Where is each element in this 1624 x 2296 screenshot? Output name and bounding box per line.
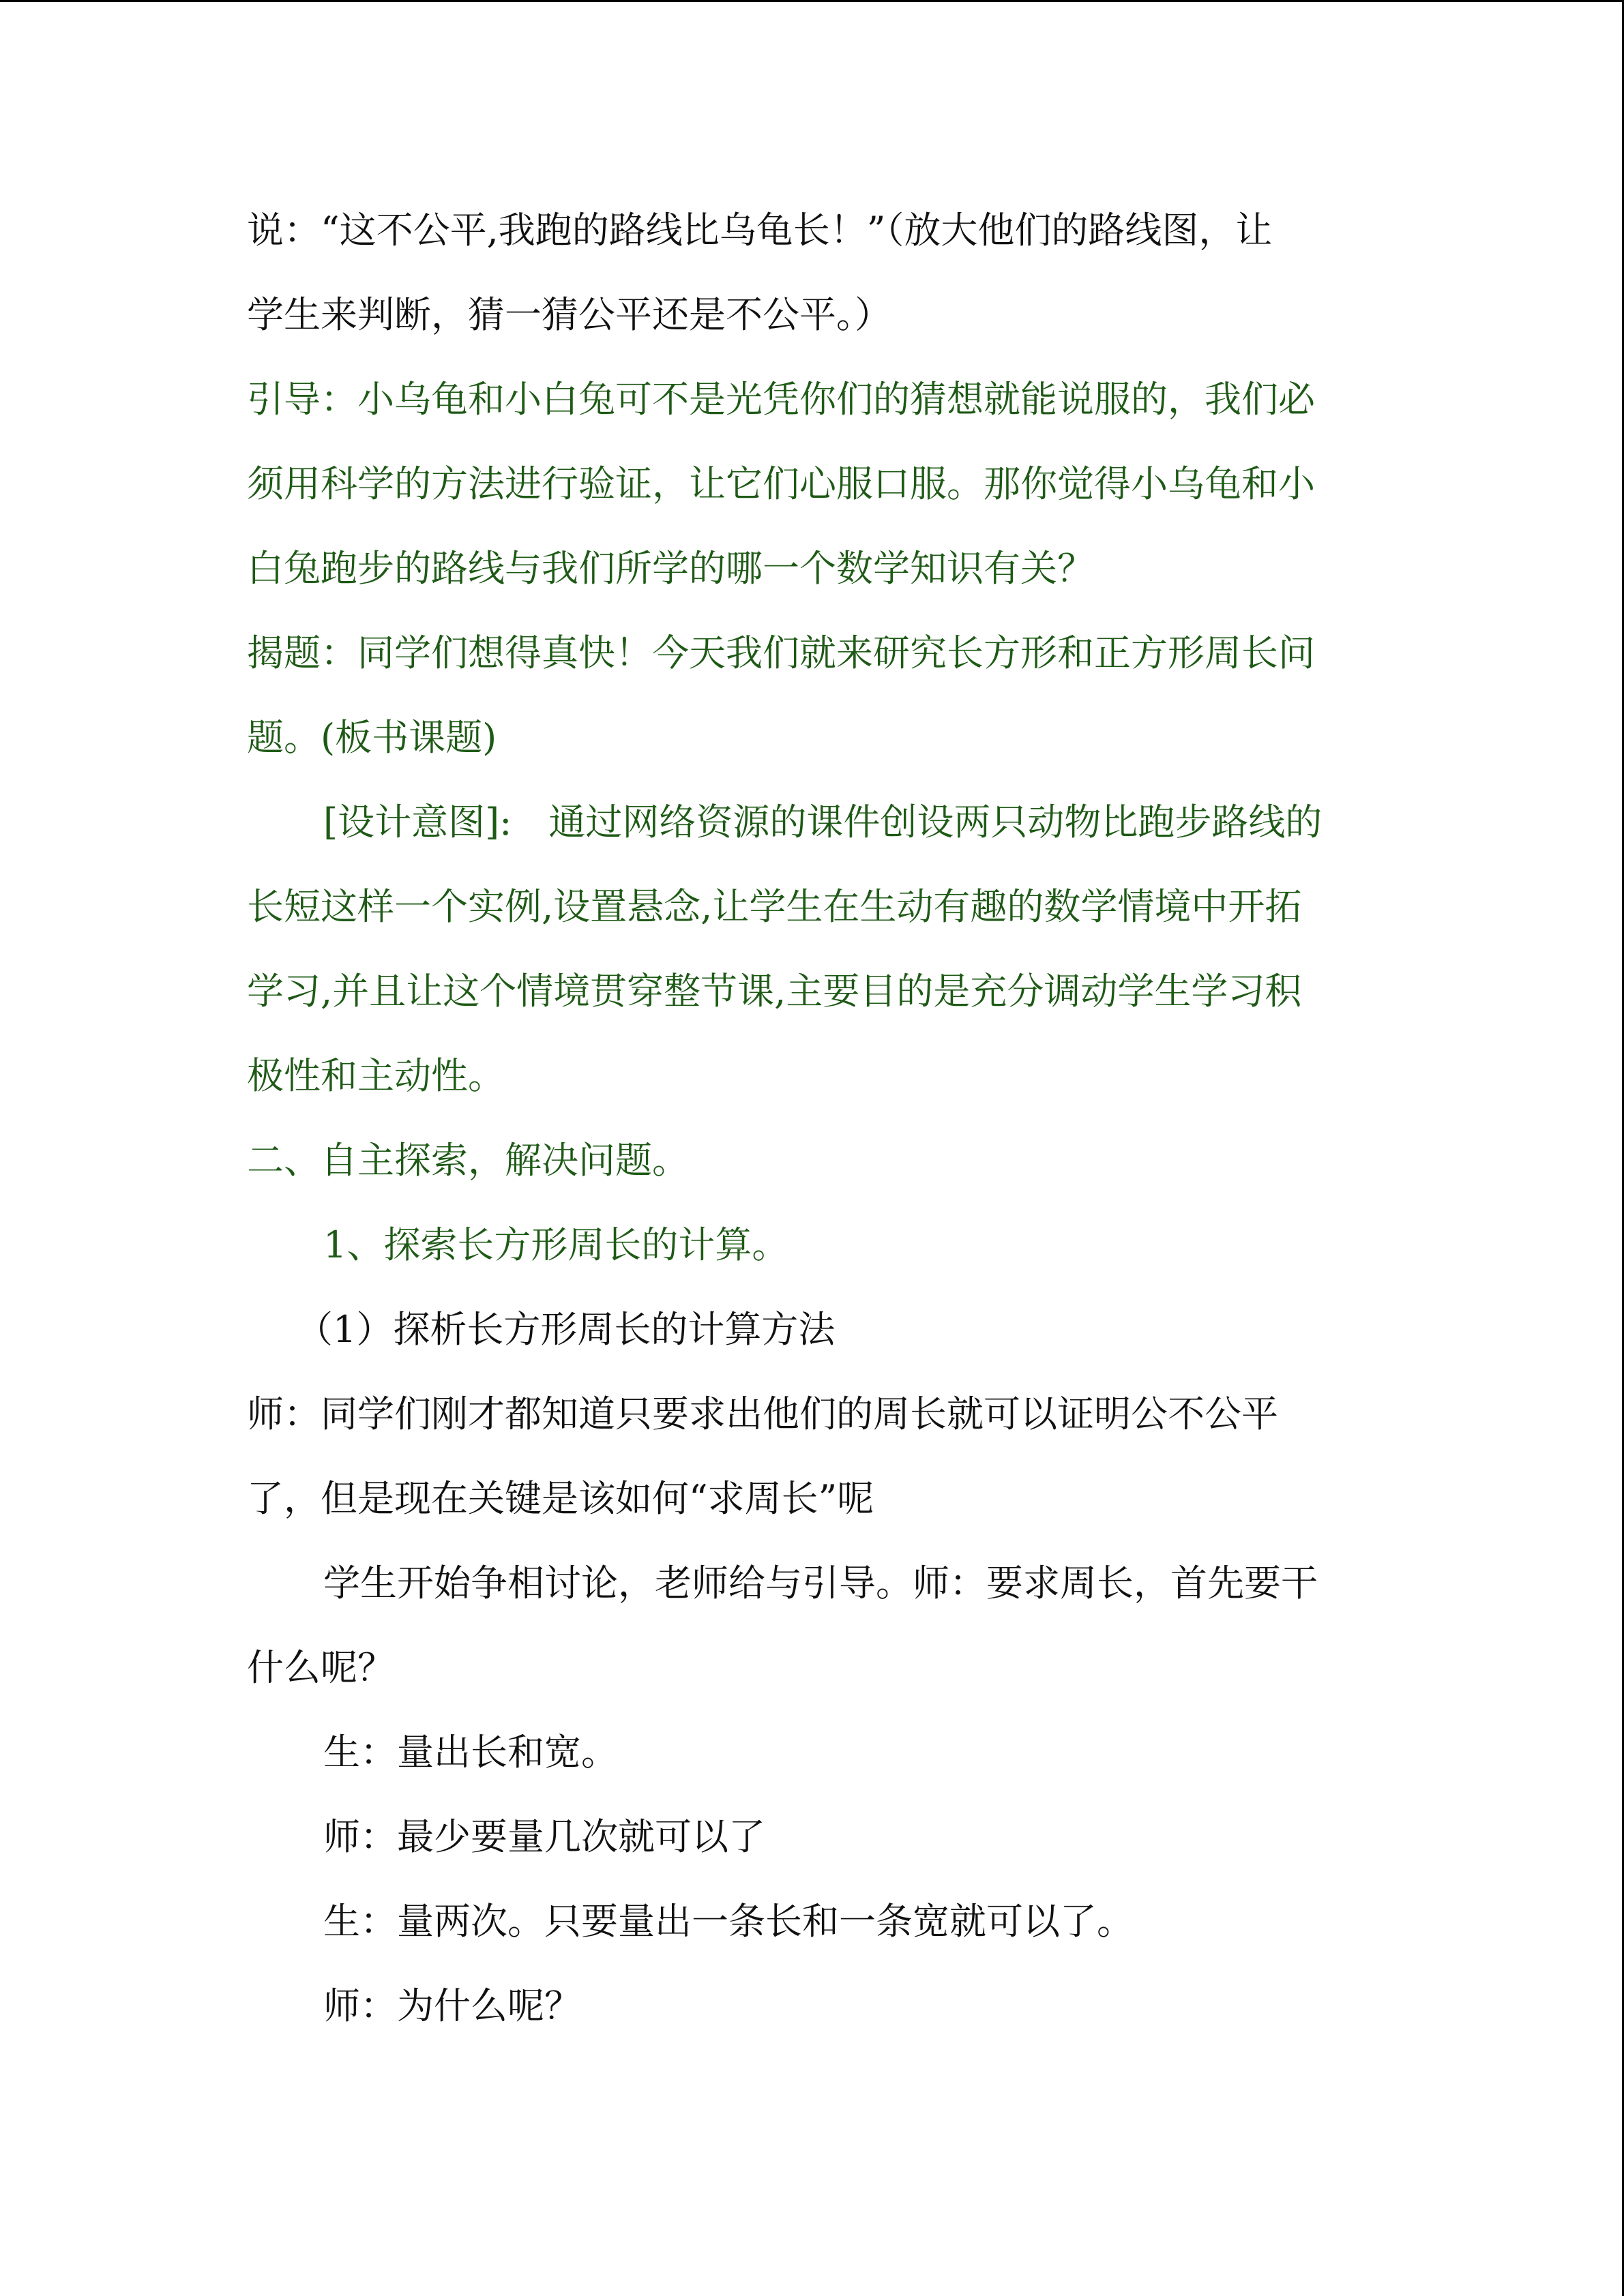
subsection-heading: 1、探索长方形周长的计算。 bbox=[323, 1223, 789, 1266]
dialogue-line: 师：同学们刚才都知道只要求出他们的周长就可以证明公不公平 bbox=[247, 1392, 1278, 1435]
dialogue-line: 师：为什么呢？ bbox=[323, 1984, 581, 2027]
dialogue-line: 学生开始争相讨论，老师给与引导。师：要求周长，首先要干 bbox=[323, 1562, 1318, 1605]
dialogue-line: 了，但是现在关键是该如何“求周长”呢 bbox=[247, 1477, 874, 1520]
paragraph-line: 极性和主动性。 bbox=[247, 1054, 505, 1097]
paragraph-line: 引导：小乌龟和小白兔可不是光凭你们的猜想就能说服的，我们必 bbox=[247, 378, 1315, 421]
paragraph-line: 学习,并且让这个情境贯穿整节课,主要目的是充分调动学生学习积 bbox=[247, 970, 1302, 1013]
paragraph-line: 须用科学的方法进行验证，让它们心服口服。那你觉得小乌龟和小 bbox=[247, 462, 1315, 505]
subsection-heading: （1）探析长方形周长的计算方法 bbox=[296, 1308, 836, 1351]
paragraph-line: 揭题：同学们想得真快！今天我们就来研究长方形和正方形周长问 bbox=[247, 631, 1315, 674]
dialogue-line: 生：量出长和宽。 bbox=[323, 1731, 618, 1774]
paragraph-line: 学生来判断，猜一猜公平还是不公平。） bbox=[247, 293, 891, 336]
paragraph-line: 白兔跑步的路线与我们所学的哪一个数学知识有关？ bbox=[247, 547, 1094, 590]
paragraph-line: 长短这样一个实例,设置悬念,让学生在生动有趣的数学情境中开拓 bbox=[247, 885, 1302, 928]
dialogue-line: 什么呢？ bbox=[247, 1646, 394, 1689]
dialogue-line: 师：最少要量几次就可以了 bbox=[323, 1815, 765, 1858]
dialogue-line: 生：量两次。只要量出一条长和一条宽就可以了。 bbox=[323, 1900, 1134, 1943]
design-intent-line: [设计意图]: 通过网络资源的课件创设两只动物比跑步路线的 bbox=[323, 801, 1323, 844]
section-heading: 二、自主探索，解决问题。 bbox=[247, 1139, 689, 1182]
paragraph-line: 说：“这不公平,我跑的路线比乌龟长！”（放大他们的路线图，让 bbox=[247, 209, 1273, 252]
paragraph-line: 题。(板书课题) bbox=[247, 716, 497, 759]
